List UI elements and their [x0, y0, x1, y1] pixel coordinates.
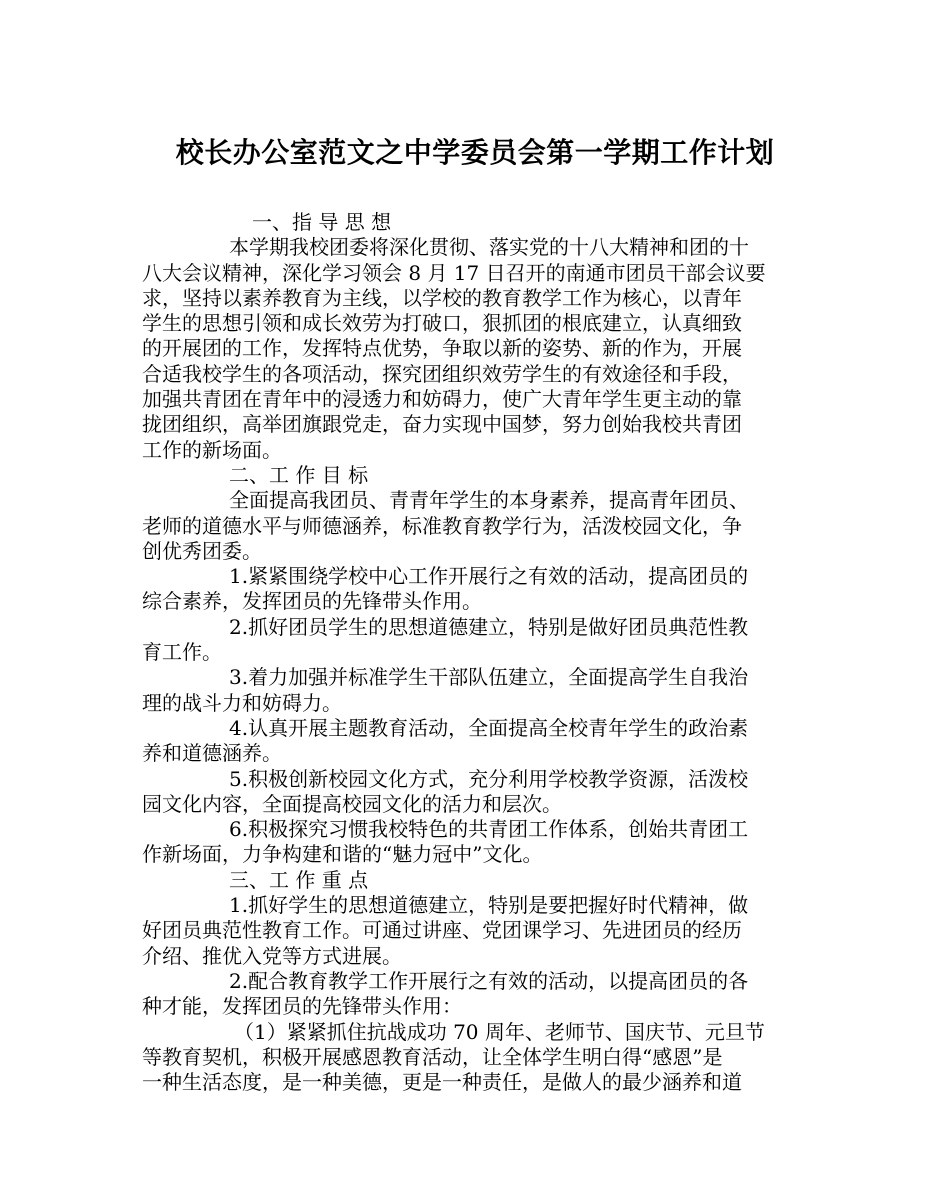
text-line: 育工作。 — [142, 640, 222, 665]
list-item-line: 2.抓好团员学生的思想道德建立，特别是做好团员典范性教 — [229, 614, 749, 639]
text-line: 一种生活态度，是一种美德，更是一种责任，是做人的最少涵养和道 — [142, 1070, 742, 1095]
section-heading: 三、工 作 重 点 — [229, 867, 369, 892]
text-line: 作新场面，力争构建和谐的“魅力冠中”文化。 — [142, 842, 543, 867]
text-line: 等教育契机，积极开展感恩教育活动，让全体学生明白得“感恩”是 — [142, 1044, 723, 1069]
text-line: 园文化内容，全面提高校园文化的活力和层次。 — [142, 791, 562, 816]
text-line: 理的战斗力和妨碍力。 — [142, 690, 342, 715]
list-item-line: 1.抓好学生的思想道德建立，特别是要把握好时代精神，做 — [229, 893, 749, 918]
paragraph-line: 全面提高我团员、青青年学生的本身素养，提高青年团员、 — [229, 488, 749, 513]
paragraph-line: 本学期我校团委将深化贯彻、落实党的十八大精神和团的十 — [229, 235, 749, 260]
text-line: 养和道德涵养。 — [142, 741, 282, 766]
list-item-line: 3.着力加强并标准学生干部队伍建立，全面提高学生自我治 — [229, 665, 749, 690]
text-line: 介绍、推优入党等方式进展。 — [142, 943, 402, 968]
text-line: 创优秀团委。 — [142, 538, 262, 563]
text-line: 合适我校学生的各项活动，探究团组织效劳学生的有效途径和手段， — [142, 361, 742, 386]
list-item-line: 5.积极创新校园文化方式，充分利用学校教学资源，活泼校 — [229, 766, 749, 791]
list-item-line: 2.配合教育教学工作开展行之有效的活动，以提高团员的各 — [229, 968, 749, 993]
text-line: 八大会议精神，深化学习领会 8 月 17 日召开的南通市团员干部会议要 — [142, 260, 766, 285]
document-title: 校长办公室范文之中学委员会第一学期工作计划 — [175, 136, 775, 169]
list-item-line: 4.认真开展主题教育活动，全面提高全校青年学生的政治素 — [229, 715, 749, 740]
text-line: 老师的道德水平与师德涵养，标准教育教学行为，活泼校园文化，争 — [142, 513, 742, 538]
text-line: 工作的新场面。 — [142, 437, 282, 462]
text-line: 综合素养，发挥团员的先锋带头作用。 — [142, 589, 482, 614]
text-line: 的开展团的工作，发挥特点优势，争取以新的姿势、新的作为，开展 — [142, 336, 742, 361]
text-line: 拢团组织，高举团旗跟党走，奋力实现中国梦，努力创始我校共青团 — [142, 412, 742, 437]
section-heading: 一、指 导 思 想 — [252, 210, 392, 234]
text-line: 种才能，发挥团员的先锋带头作用： — [142, 994, 462, 1019]
text-line: 加强共青团在青年中的浸透力和妨碍力，使广大青年学生更主动的靠 — [142, 387, 742, 412]
text-line: 好团员典范性教育工作。可通过讲座、党团课学习、先进团员的经历 — [142, 918, 742, 943]
text-line: 求，坚持以素养教育为主线，以学校的教育教学工作为核心，以青年 — [142, 285, 742, 310]
list-item-line: 1.紧紧围绕学校中心工作开展行之有效的活动，提高团员的 — [229, 564, 749, 589]
document-body — [142, 210, 812, 1095]
sub-item-line: （1）紧紧抓住抗战成功 70 周年、老师节、国庆节、元旦节 — [234, 1019, 765, 1044]
text-line: 学生的思想引领和成长效劳为打破口，狠抓团的根底建立，认真细致 — [142, 311, 742, 336]
section-heading: 二、工 作 目 标 — [229, 462, 369, 487]
list-item-line: 6.积极探究习惯我校特色的共青团工作体系，创始共青团工 — [229, 817, 749, 842]
